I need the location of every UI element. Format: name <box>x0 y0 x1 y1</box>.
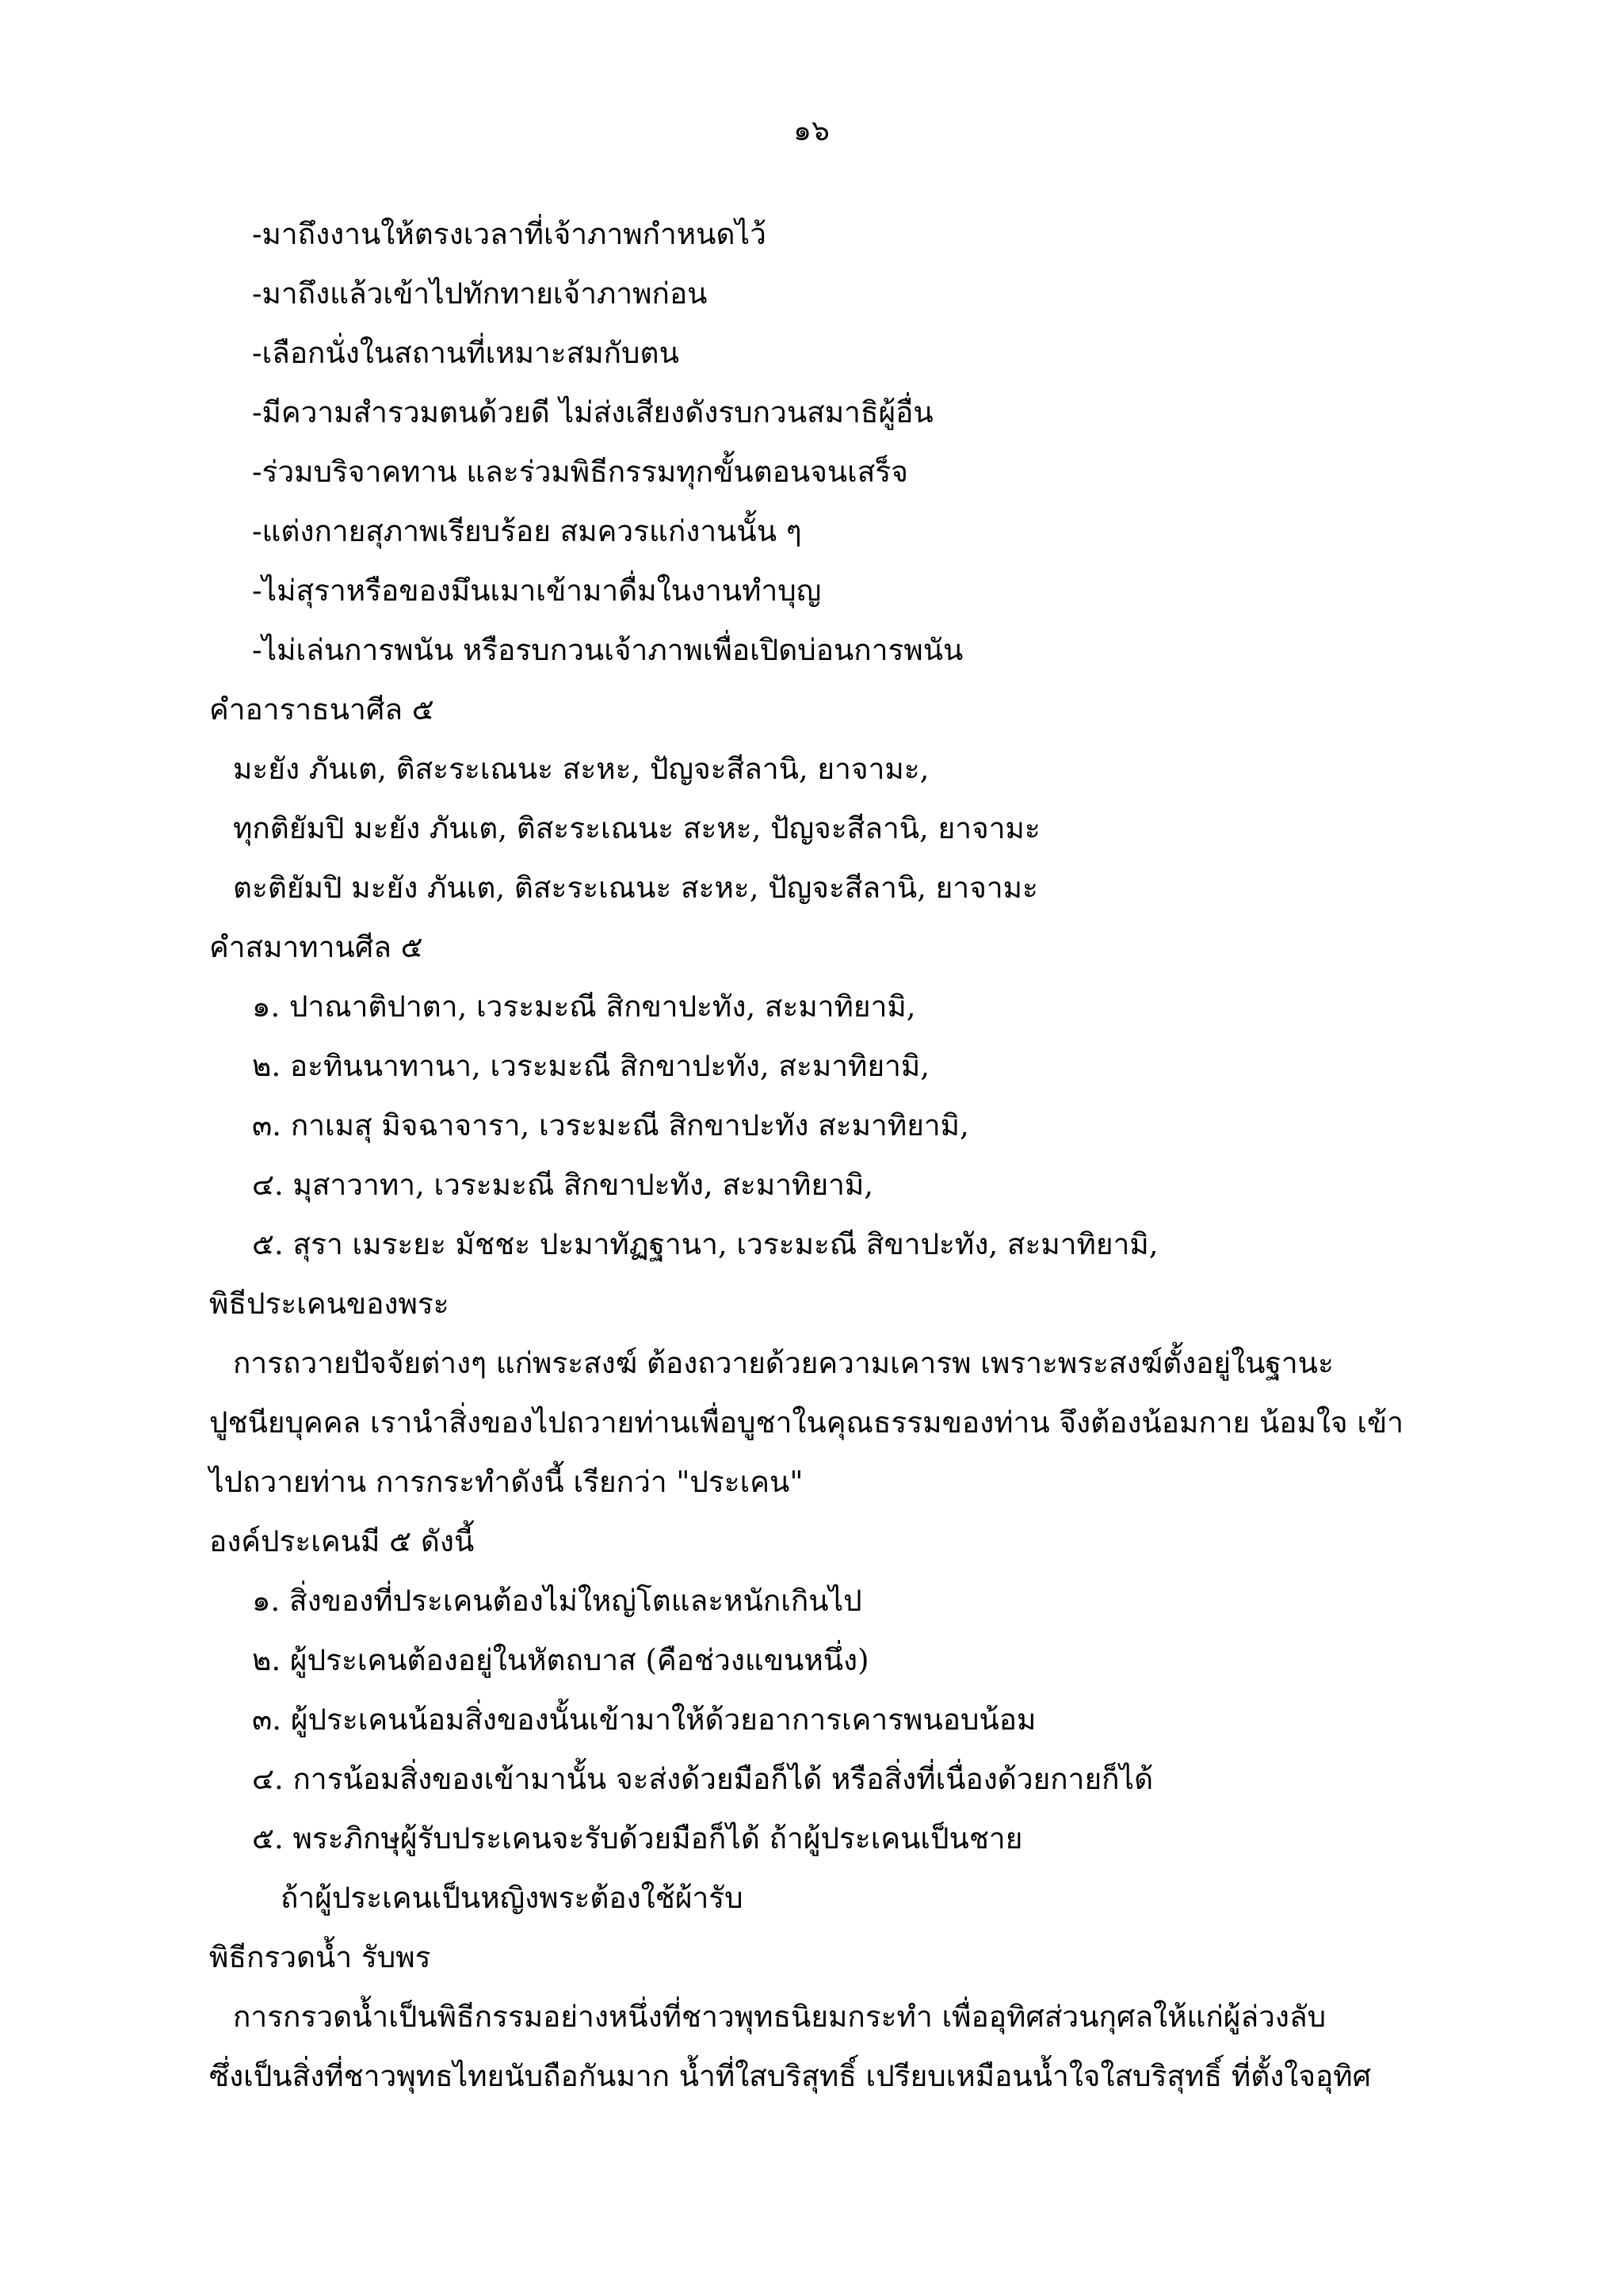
precept-item: ๕. สุรา เมระยะ มัชชะ ปะมาทัฏฐานา, เวระมะณี สิขาปะทัง, สะมาทิยามิ, <box>252 1227 1159 1261</box>
paragraph-line: การถวายปัจจัยต่างๆ แก่พระสงฆ์ ต้องถวายด้วยความเคารพ เพราะพระสงฆ์ตั้งอยู่ในฐานะ <box>233 1346 1334 1380</box>
component-item: ๕. พระภิกษุผู้รับประเคนจะรับด้วยมือก็ได้ ถ้าผู้ประเคนเป็นชาย <box>252 1821 1023 1855</box>
component-item: ๓. ผู้ประเคนน้อมสิ่งของนั้นเข้ามาให้ด้วยอาการเคารพนอบน้อม <box>252 1703 1037 1737</box>
list-item: -ไม่เล่นการพนัน หรือรบกวนเจ้าภาพเพื่อเปิดบ่อนการพนัน <box>252 633 964 667</box>
chant-line: ตะติยัมปิ มะยัง ภันเต, ติสะระเณนะ สะหะ, ปัญจะสีลานิ, ยาจามะ <box>233 871 1038 905</box>
list-item: -มาถึงงานให้ตรงเวลาที่เจ้าภาพกำหนดไว้ <box>252 217 766 251</box>
list-item: -ไม่สุราหรือของมึนเมาเข้ามาดื่มในงานทำบุญ <box>252 574 822 608</box>
list-item: -ร่วมบริจาคทาน และร่วมพิธีกรรมทุกขั้นตอนจนเสร็จ <box>252 455 908 489</box>
component-item: ๔. การน้อมสิ่งของเข้ามานั้น จะส่งด้วยมือก็ได้ หรือสิ่งที่เนื่องด้วยกายก็ได้ <box>252 1762 1154 1796</box>
component-item: ๒. ผู้ประเคนต้องอยู่ในหัตถบาส (คือช่วงแขนหนึ่ง) <box>252 1643 869 1677</box>
list-item: -เลือกนั่งในสถานที่เหมาะสมกับตน <box>252 336 679 370</box>
chant-line: ทุกติยัมปิ มะยัง ภันเต, ติสะระเณนะ สะหะ, ปัญจะสีลานิ, ยาจามะ <box>233 811 1041 845</box>
list-item: -มาถึงแล้วเข้าไปทักทายเจ้าภาพก่อน <box>252 277 708 311</box>
list-item: -แต่งกายสุภาพเรียบร้อย สมควรแก่งานนั้น ๆ <box>252 514 802 548</box>
component-item-continuation: ถ้าผู้ประเคนเป็นหญิงพระต้องใช้ผ้ารับ <box>281 1881 743 1915</box>
precept-item: ๓. กาเมสุ มิจฉาจารา, เวระมะณี สิกขาปะทัง สะมาทิยามิ, <box>252 1108 969 1142</box>
paragraph-line: การกรวดน้ำเป็นพิธีกรรมอย่างหนึ่งที่ชาวพุทธนิยมกระทำ เพื่ออุทิศส่วนกุศลให้แก่ผู้ล่วงลับ <box>233 2000 1327 2034</box>
precept-item: ๔. มุสาวาทา, เวระมะณี สิกขาปะทัง, สะมาทิยามิ, <box>252 1168 874 1202</box>
section-heading-offering-ceremony: พิธีประเคนของพระ <box>209 1287 449 1321</box>
section-heading-offering-components: องค์ประเคนมี ๕ ดังนี้ <box>209 1524 475 1558</box>
page-number: ๑๖ <box>793 115 830 147</box>
paragraph-line: ซึ่งเป็นสิ่งที่ชาวพุทธไทยนับถือกันมาก น้ำที่ใสบริสุทธิ์ เปรียบเหมือนน้ำใจใสบริสุทธิ์ ที่ตั้งใจอุทิศ <box>209 2059 1372 2093</box>
component-item: ๑. สิ่งของที่ประเคนต้องไม่ใหญ่โตและหนักเกินไป <box>252 1584 862 1618</box>
list-item: -มีความสำรวมตนด้วยดี ไม่ส่งเสียงดังรบกวนสมาธิผู้อื่น <box>252 395 934 429</box>
page-content <box>209 204 1430 2106</box>
precept-item: ๑. ปาณาติปาตา, เวระมะณี สิกขาปะทัง, สะมาทิยามิ, <box>252 990 916 1024</box>
guest-etiquette-list <box>209 204 1430 680</box>
paragraph-line: ปูชนียบุคคล เรานำสิ่งของไปถวายท่านเพื่อบูชาในคุณธรรมของท่าน จึงต้องน้อมกาย น้อมใจ เข้า <box>209 1405 1404 1440</box>
section-heading-request-precepts: คำอาราธนาศีล ๕ <box>209 692 434 727</box>
precept-item: ๒. อะทินนาทานา, เวระมะณี สิกขาปะทัง, สะมาทิยามิ, <box>252 1049 930 1083</box>
paragraph-line: ไปถวายท่าน การกระทำดังนี้ เรียกว่า "ประเคน" <box>209 1465 804 1499</box>
section-heading-water-pouring: พิธีกรวดน้ำ รับพร <box>209 1940 431 1974</box>
chant-line: มะยัง ภันเต, ติสะระเณนะ สะหะ, ปัญจะสีลานิ, ยาจามะ, <box>233 752 930 786</box>
section-heading-undertake-precepts: คำสมาทานศีล ๕ <box>209 930 423 964</box>
